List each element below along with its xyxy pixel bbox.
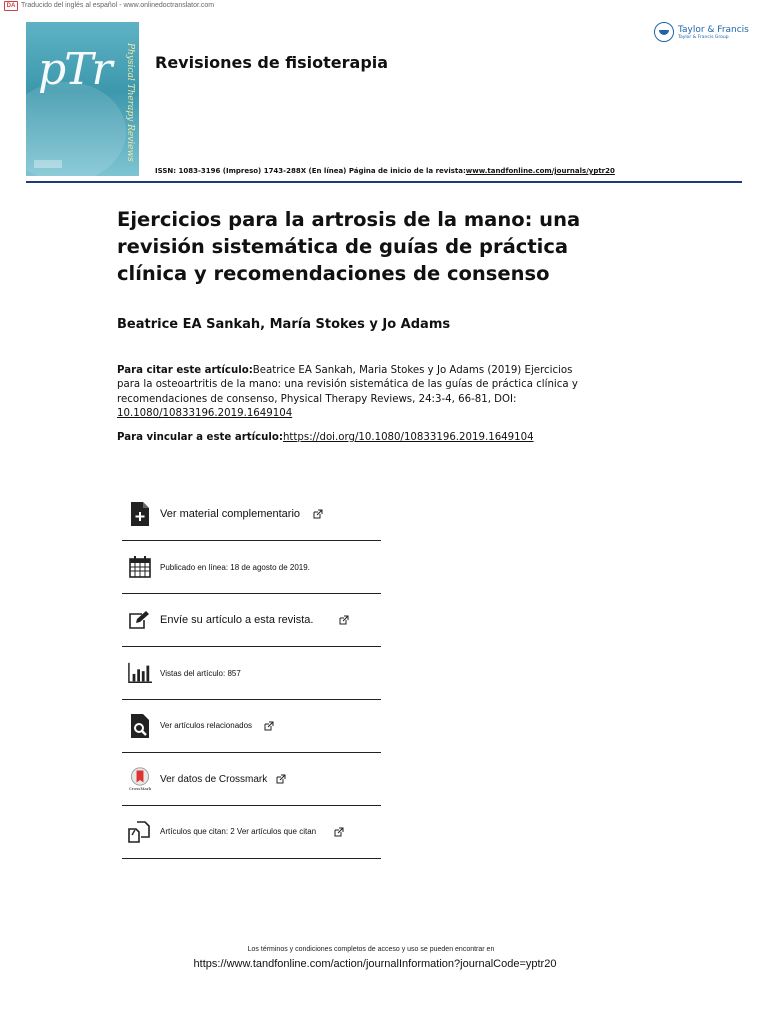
action-label: Ver artículos relacionados	[160, 721, 253, 731]
edit-icon	[128, 608, 152, 632]
action-label: Ver material complementario	[160, 508, 301, 520]
external-link-icon	[334, 827, 344, 837]
action-label: Publicado en línea: 18 de agosto de 2019.	[160, 562, 310, 572]
journal-title: Revisiones de fisioterapia	[155, 53, 389, 72]
calendar-icon	[128, 555, 152, 579]
translator-text: Traducido del inglés al español - www.onlinedoctranslator.com	[21, 2, 215, 9]
permalink-label: Para vincular a este artículo:	[117, 432, 283, 443]
article-authors: Beatrice EA Sankah, María Stokes y Jo Adams	[117, 317, 451, 332]
cover-spine-title: Physical Therapy Reviews	[125, 42, 135, 162]
header-divider	[26, 181, 742, 183]
article-actions-list	[122, 488, 381, 859]
footer-terms: Los términos y condiciones completos de acceso y uso se pueden encontrar en	[247, 946, 495, 953]
external-link-icon	[276, 774, 286, 784]
citing-articles-icon	[128, 820, 152, 844]
action-supplementary-material[interactable]	[122, 488, 381, 541]
publisher-group: Taylor & Francis Group	[678, 34, 729, 40]
citation-block	[117, 364, 587, 421]
journal-cover-image	[26, 22, 139, 176]
action-citing-articles[interactable]	[122, 806, 381, 859]
action-label: Vistas del artículo: 857	[160, 668, 241, 678]
translator-banner	[0, 0, 214, 11]
footer-terms-link[interactable]: https://www.tandfonline.com/action/journalInformation?journalCode=yptr20	[193, 958, 557, 970]
publisher-logo[interactable]	[654, 22, 749, 42]
action-published-date	[122, 541, 381, 594]
external-link-icon	[313, 509, 323, 519]
external-link-icon	[339, 615, 349, 625]
action-label: Ver datos de Crossmark	[160, 773, 268, 785]
permalink-url[interactable]: https://doi.org/10.1080/10833196.2019.1649104	[282, 432, 534, 443]
issn-line	[155, 167, 615, 175]
article-title: Ejercicios para la artrosis de la mano: una revisión sistemática de guías de práctica clínica y recomendaciones de consenso	[117, 208, 581, 285]
crossmark-caption: CrossMark	[128, 786, 152, 791]
translator-logo-icon: DA	[4, 1, 18, 11]
action-crossmark[interactable]	[122, 753, 381, 806]
action-article-views	[122, 647, 381, 700]
crossmark-icon	[128, 767, 152, 791]
permalink-block	[117, 432, 534, 443]
document-search-icon	[128, 714, 152, 738]
external-link-icon	[264, 721, 274, 731]
bar-chart-icon	[128, 661, 152, 685]
action-submit-article[interactable]	[122, 594, 381, 647]
action-label: Envíe su artículo a esta revista.	[160, 614, 314, 626]
journal-homepage-link[interactable]: www.tandfonline.com/journals/yptr20	[465, 167, 615, 175]
action-label: Artículos que citan: 2 Ver artículos que citan	[160, 827, 317, 837]
action-related-articles[interactable]	[122, 700, 381, 753]
cover-mark: pTr	[38, 44, 111, 95]
publisher-logo-icon	[654, 22, 674, 42]
citation-label: Para citar este artículo:	[117, 365, 253, 376]
issn-text: ISSN: 1083-3196 (Impreso) 1743-288X (En línea) Página de inicio de la revista:	[155, 167, 466, 175]
citation-text: Beatrice EA Sankah, Maria Stokes y Jo Adams (2019) Ejercicios para la osteoartritis de la mano: una revisión sistemática de las guías de práctica clínica y recomendaciones de consenso, Physical Therapy Reviews, 24:3-4, 66-81, DOI:	[117, 365, 578, 405]
document-plus-icon	[128, 502, 152, 526]
publisher-name: Taylor & Francis	[678, 24, 749, 35]
citation-doi-link[interactable]: 10.1080/10833196.2019.1649104	[117, 407, 293, 419]
